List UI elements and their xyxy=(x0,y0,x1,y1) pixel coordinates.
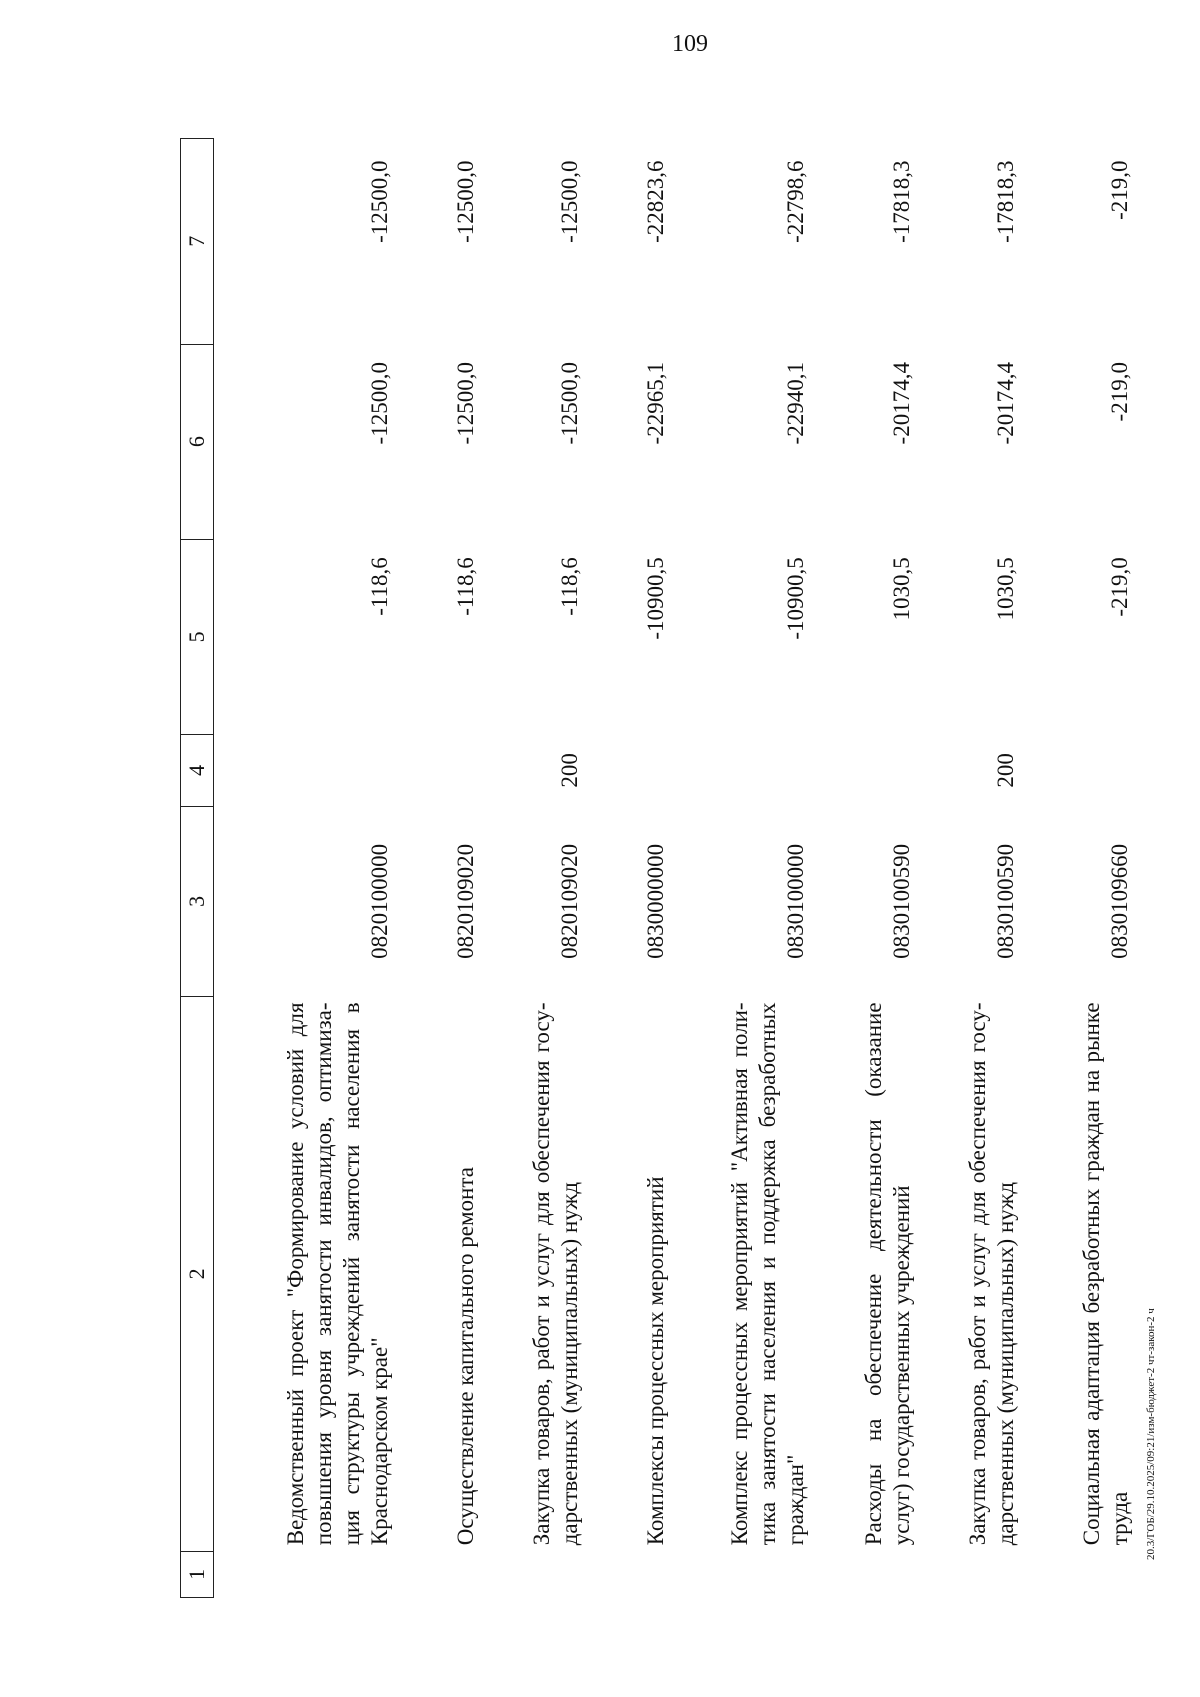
amount-col-7: -219,0 xyxy=(1107,160,1132,220)
amount-col-7: -12500,0 xyxy=(557,160,582,243)
expense-name: Комплекс процессных мероприятий "Активная поли-тика занятости населения и поддержка безработных граждан" xyxy=(727,1002,808,1546)
expense-name: Осуществление капитального ремонта xyxy=(453,1167,478,1546)
budget-table xyxy=(180,138,1142,1598)
amount-col-7: -12500,0 xyxy=(367,160,392,243)
expense-type-code xyxy=(684,734,824,806)
row-number-cell xyxy=(494,1551,598,1597)
table-row xyxy=(824,139,928,1598)
table-row xyxy=(494,139,598,1598)
amount-col-6: -22965,1 xyxy=(643,362,668,445)
amount-col-6: -12500,0 xyxy=(367,362,392,445)
amount-col-6: -20174,4 xyxy=(889,362,914,445)
header-col-4: 4 xyxy=(181,734,214,806)
amount-col-5: 1030,5 xyxy=(993,557,1018,621)
target-article-code: 0830109660 xyxy=(1107,843,1132,959)
target-article-code: 0830000000 xyxy=(643,843,668,959)
header-col-2: 2 xyxy=(181,996,214,1551)
table-row xyxy=(1034,139,1142,1598)
amount-col-6: -22940,1 xyxy=(783,362,808,445)
row-number-cell xyxy=(684,1551,824,1597)
expense-type-code xyxy=(824,734,928,806)
amount-col-5: -219,0 xyxy=(1107,557,1132,617)
expense-type-code xyxy=(598,734,684,806)
amount-col-6: -12500,0 xyxy=(453,362,478,445)
table-row xyxy=(408,139,494,1598)
header-col-5: 5 xyxy=(181,539,214,734)
target-article-code: 0830100590 xyxy=(889,843,914,959)
header-col-7: 7 xyxy=(181,139,214,345)
table-row xyxy=(598,139,684,1598)
expense-name: Ведомственный проект "Формирование условий для повышения уровня занятости инвалидов, оптимиза-ция структуры учреждений занятости населения в Краснодарском крае" xyxy=(283,1002,392,1546)
amount-col-6: -12500,0 xyxy=(557,362,582,445)
amount-col-5: -10900,5 xyxy=(783,557,808,640)
row-number-cell xyxy=(928,1551,1034,1597)
expense-type-code xyxy=(1034,734,1142,806)
amount-col-7: -17818,3 xyxy=(993,160,1018,243)
header-col-3: 3 xyxy=(181,806,214,996)
expense-name: Социальная адаптация безработных граждан на рынке труда xyxy=(1079,1002,1132,1546)
target-article-code: 0830100590 xyxy=(993,843,1018,959)
expense-type-code: 200 xyxy=(557,753,582,788)
amount-col-7: -22798,6 xyxy=(783,160,808,243)
amount-col-5: -118,6 xyxy=(367,557,392,616)
expense-type-code: 200 xyxy=(993,753,1018,788)
expense-name: Закупка товаров, работ и услуг для обеспечения госу-дарственных (муниципальных) нужд xyxy=(965,1002,1018,1546)
amount-col-6: -20174,4 xyxy=(993,362,1018,445)
page-number: 109 xyxy=(672,31,708,57)
amount-col-6: -219,0 xyxy=(1107,362,1132,422)
row-number-cell xyxy=(408,1551,494,1597)
rotated-table-block xyxy=(180,138,1132,1598)
document-footer-code: 20.3/ГОБ/29.10.2025/09:21/изм-бюджет-2 чт-закон-2 ч xyxy=(1145,1308,1157,1560)
table-row xyxy=(928,139,1034,1598)
row-number-cell xyxy=(824,1551,928,1597)
amount-col-5: -118,6 xyxy=(557,557,582,616)
target-article-code: 0820100000 xyxy=(367,843,392,959)
amount-col-7: -22823,6 xyxy=(643,160,668,243)
table-row xyxy=(684,139,824,1598)
target-article-code: 0820109020 xyxy=(453,843,478,959)
expense-name: Закупка товаров, работ и услуг для обеспечения госу-дарственных (муниципальных) нужд xyxy=(529,1002,582,1546)
amount-col-7: -17818,3 xyxy=(889,160,914,243)
row-number-cell xyxy=(1034,1551,1142,1597)
target-article-code: 0820109020 xyxy=(557,843,582,959)
expense-type-code xyxy=(408,734,494,806)
amount-col-7: -12500,0 xyxy=(453,160,478,243)
header-col-1: 1 xyxy=(181,1551,214,1597)
row-number-cell xyxy=(598,1551,684,1597)
expense-name: Комплексы процессных мероприятий xyxy=(643,1176,668,1546)
target-article-code: 0830100000 xyxy=(783,843,808,959)
amount-col-5: 1030,5 xyxy=(889,557,914,621)
expense-name: Расходы на обеспечение деятельности (оказание услуг) государственных учреждений xyxy=(861,1002,914,1546)
table-row xyxy=(214,139,409,1598)
header-col-6: 6 xyxy=(181,344,214,539)
amount-col-5: -10900,5 xyxy=(643,557,668,640)
row-number-cell xyxy=(214,1551,409,1597)
table-header-row xyxy=(181,139,214,1598)
expense-type-code xyxy=(214,734,409,806)
amount-col-5: -118,6 xyxy=(453,557,478,616)
